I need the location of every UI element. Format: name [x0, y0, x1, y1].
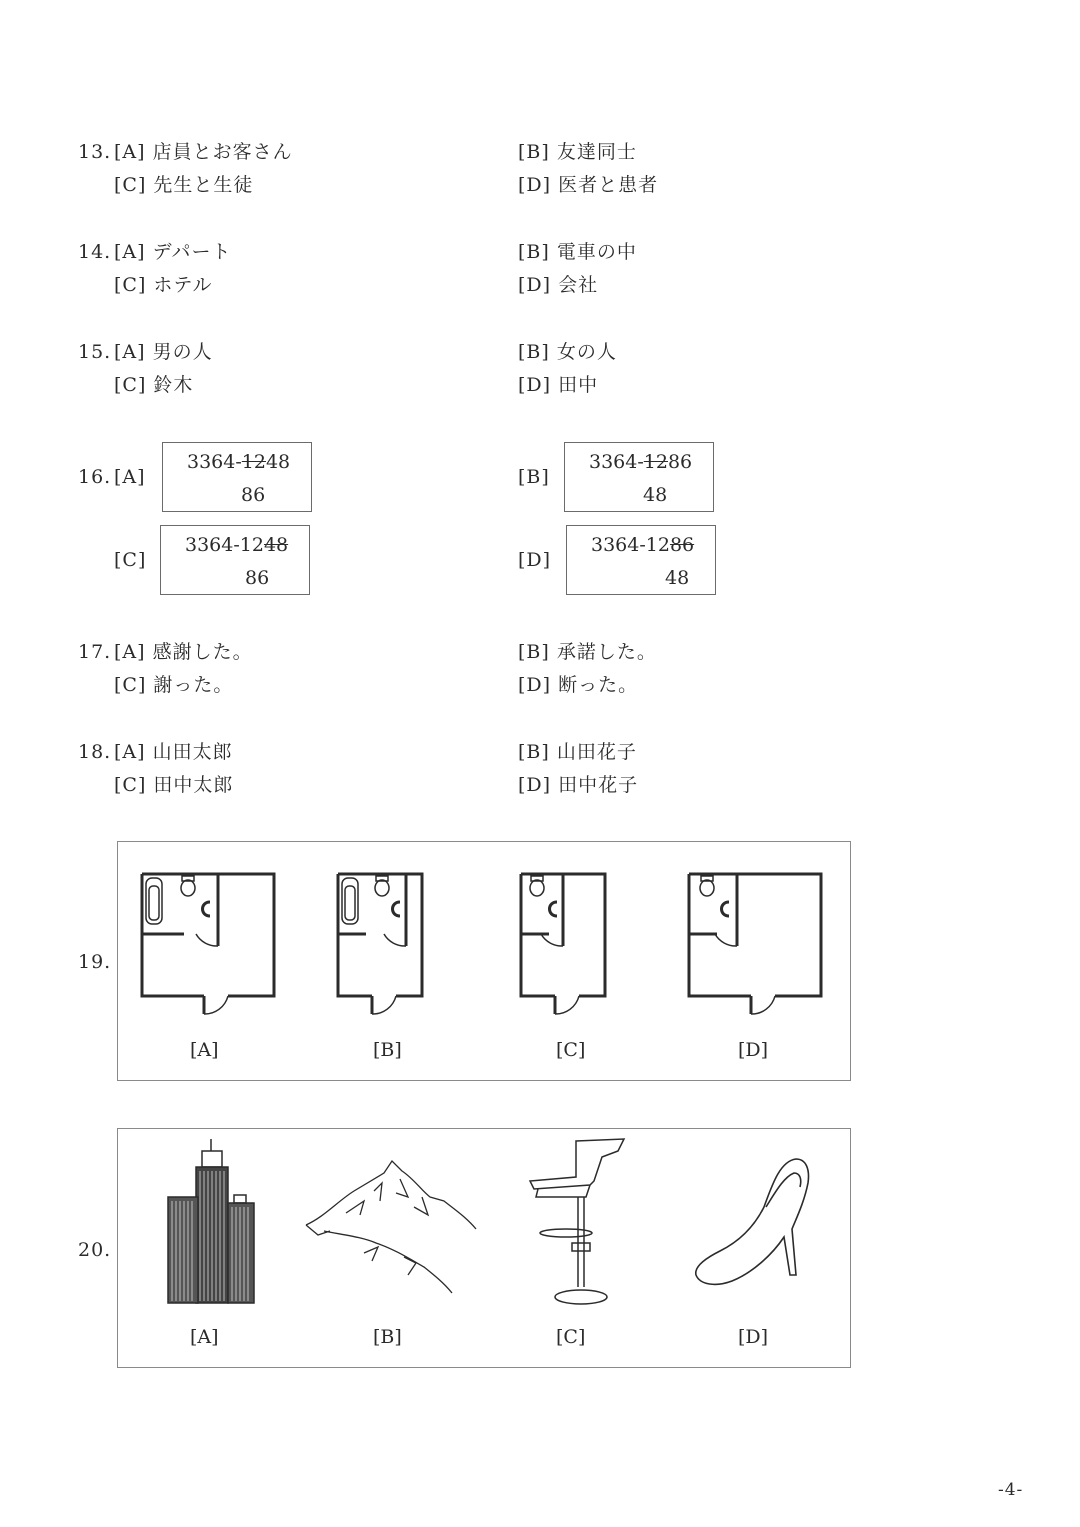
- q19-number: 19.: [78, 951, 112, 973]
- floorplan-a-icon: [140, 872, 276, 1017]
- building-icon: [166, 1137, 256, 1307]
- option-label: [D]: [518, 774, 552, 796]
- option-text: 女の人: [556, 341, 617, 363]
- memo-number: 3364-1248: [185, 534, 289, 556]
- figure-label-d: [D]: [738, 1326, 769, 1348]
- option-label: [D]: [518, 274, 552, 296]
- option-text: 店員とお客さん: [152, 141, 293, 163]
- option-text: 友達同士: [556, 141, 637, 163]
- q16-label-d: [D]: [518, 549, 552, 571]
- option-label: [D]: [518, 374, 552, 396]
- q16-memo-a: [162, 442, 312, 512]
- q18-option-c: [114, 773, 233, 797]
- memo-correction: 86: [241, 484, 266, 506]
- option-label: [B]: [518, 641, 550, 663]
- stool-icon: [528, 1137, 628, 1307]
- page-number: -4-: [998, 1480, 1024, 1500]
- q14-number: 14.: [78, 241, 112, 263]
- figure-label-c: [C]: [556, 1326, 586, 1348]
- memo-correction: 48: [665, 567, 690, 589]
- option-text: 山田花子: [556, 741, 637, 763]
- option-label: [B]: [518, 141, 550, 163]
- option-text: 先生と生徒: [153, 174, 254, 196]
- figure-label-b: [B]: [373, 1039, 402, 1061]
- q13-option-a: [114, 140, 293, 164]
- q16-number: 16.: [78, 466, 112, 488]
- q14-option-a: [114, 240, 231, 264]
- struck-digits: 48: [263, 534, 289, 556]
- option-label: [C]: [114, 374, 147, 396]
- q13-option-b: [518, 140, 637, 164]
- q17-option-d: [518, 673, 638, 697]
- q14-option-b: [518, 240, 637, 264]
- q16-label-c: [C]: [114, 549, 147, 571]
- q14-option-d: [518, 273, 598, 297]
- q15-option-a: [114, 340, 213, 364]
- option-text: 田中太郎: [153, 774, 234, 796]
- q18-option-b: [518, 740, 637, 764]
- q18-option-d: [518, 773, 638, 797]
- q20-figure-panel: [117, 1128, 851, 1368]
- q14-option-c: [114, 273, 212, 297]
- q15-number: 15.: [78, 341, 112, 363]
- q15-option-d: [518, 373, 598, 397]
- option-text: 山田太郎: [152, 741, 233, 763]
- option-label: [C]: [114, 174, 147, 196]
- struck-digits: 12: [241, 451, 266, 473]
- option-label: [A]: [114, 741, 146, 763]
- q16-memo-c: [160, 525, 310, 595]
- option-text: 鈴木: [153, 374, 194, 396]
- option-label: [A]: [114, 341, 146, 363]
- q17-number: 17.: [78, 641, 112, 663]
- option-label: [A]: [114, 241, 146, 263]
- figure-label-b: [B]: [373, 1326, 402, 1348]
- option-text: 男の人: [152, 341, 213, 363]
- struck-digits: 86: [669, 534, 695, 556]
- memo-correction: 48: [643, 484, 668, 506]
- q17-option-b: [518, 640, 657, 664]
- option-text: ホテル: [153, 274, 213, 296]
- q18-option-a: [114, 740, 233, 764]
- floorplan-d-icon: [687, 872, 823, 1017]
- option-label: [C]: [114, 774, 147, 796]
- q16-label-b: [B]: [518, 466, 550, 488]
- option-label: [D]: [518, 174, 552, 196]
- memo-number: 3364-1286: [589, 451, 693, 473]
- option-label: [B]: [518, 241, 550, 263]
- option-label: [C]: [114, 674, 147, 696]
- option-text: 医者と患者: [558, 174, 659, 196]
- option-label: [A]: [114, 141, 146, 163]
- q18-number: 18.: [78, 741, 112, 763]
- q15-option-c: [114, 373, 193, 397]
- q17-option-a: [114, 640, 253, 664]
- q19-figure-panel: [117, 841, 851, 1081]
- option-text: デパート: [152, 241, 232, 263]
- option-label: [B]: [518, 341, 550, 363]
- option-text: 承諾した。: [556, 641, 657, 663]
- option-label: [D]: [518, 674, 552, 696]
- q17-option-c: [114, 673, 233, 697]
- option-text: 感謝した。: [152, 641, 253, 663]
- option-label: [B]: [518, 741, 550, 763]
- option-label: [C]: [114, 274, 147, 296]
- option-text: 電車の中: [556, 241, 637, 263]
- figure-label-a: [A]: [190, 1039, 219, 1061]
- figure-label-d: [D]: [738, 1039, 769, 1061]
- q13-option-d: [518, 173, 658, 197]
- floorplan-b-icon: [336, 872, 426, 1017]
- struck-digits: 12: [643, 451, 668, 473]
- q16-memo-b: [564, 442, 714, 512]
- option-text: 田中花子: [558, 774, 639, 796]
- floorplan-c-icon: [519, 872, 609, 1017]
- q13-number: 13.: [78, 141, 112, 163]
- option-text: 田中: [558, 374, 599, 396]
- memo-number: 3364-1286: [591, 534, 695, 556]
- memo-correction: 86: [245, 567, 270, 589]
- high-heel-icon: [692, 1155, 812, 1295]
- memo-number: 3364-1248: [187, 451, 291, 473]
- q20-number: 20.: [78, 1239, 112, 1261]
- figure-label-a: [A]: [190, 1326, 219, 1348]
- figure-label-c: [C]: [556, 1039, 586, 1061]
- option-text: 断った。: [558, 674, 639, 696]
- option-text: 謝った。: [153, 674, 234, 696]
- mountain-icon: [304, 1157, 479, 1297]
- q16-label-a: [A]: [114, 466, 146, 488]
- option-text: 会社: [558, 274, 599, 296]
- option-label: [A]: [114, 641, 146, 663]
- q13-option-c: [114, 173, 253, 197]
- q15-option-b: [518, 340, 617, 364]
- q16-memo-d: [566, 525, 716, 595]
